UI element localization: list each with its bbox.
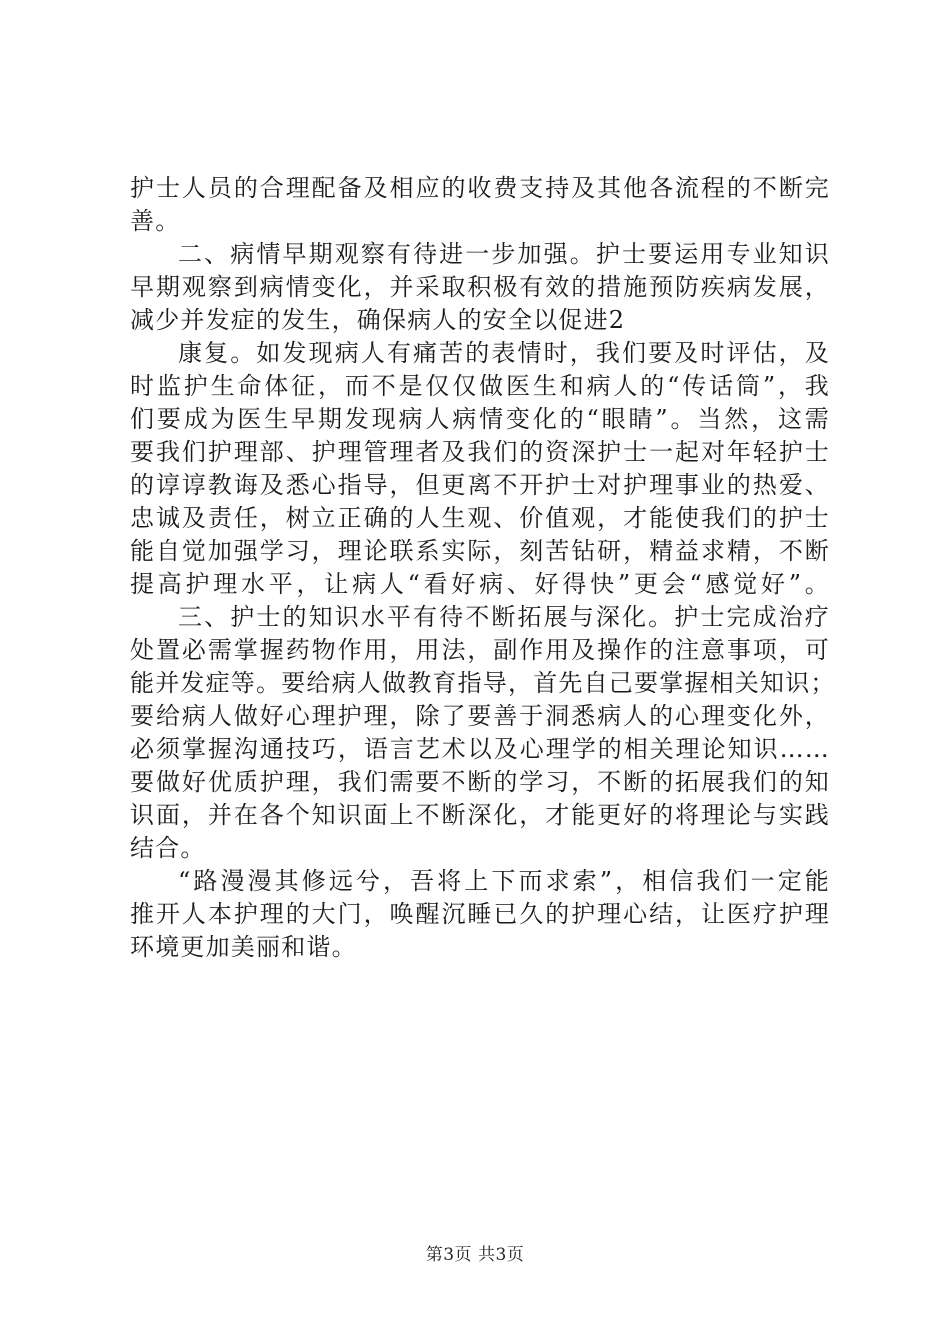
text-line: 处置必需掌握药物作用，用法，副作用及操作的注意事项，可	[130, 636, 830, 664]
text-line: 必须掌握沟通技巧，语言艺术以及心理学的相关理论知识……	[130, 735, 830, 763]
text-line: 三、护士的知识水平有待不断拓展与深化。护士完成治疗	[178, 603, 830, 631]
text-line: 提高护理水平，让病人“看好病、好得快”更会“感觉好”。	[130, 570, 830, 598]
text-line: 能并发症等。要给病人做教育指导，首先自己要掌握相关知识；	[130, 669, 836, 697]
text-line: 忠诚及责任，树立正确的人生观、价值观，才能使我们的护士	[130, 504, 830, 532]
document-body	[130, 172, 836, 964]
page-footer: 第3页 共3页	[425, 1245, 525, 1265]
text-line: 结合。	[130, 834, 206, 862]
text-line: 减少并发症的发生，确保病人的安全以促进2	[130, 306, 626, 334]
text-line: 康复。如发现病人有痛苦的表情时，我们要及时评估，及	[178, 339, 830, 367]
text-line: 识面，并在各个知识面上不断深化，才能更好的将理论与实践	[130, 801, 830, 829]
text-line: “路漫漫其修远兮，吾将上下而求索”，相信我们一定能	[178, 867, 830, 895]
text-line: 早期观察到病情变化，并采取积极有效的措施预防疾病发展，	[130, 273, 830, 301]
text-line: 二、病情早期观察有待进一步加强。护士要运用专业知识	[178, 240, 830, 268]
text-line: 的谆谆教诲及悉心指导，但更离不开护士对护理事业的热爱、	[130, 471, 830, 499]
text-line: 能自觉加强学习，理论联系实际，刻苦钻研，精益求精，不断	[130, 537, 830, 565]
text-line: 时监护生命体征，而不是仅仅做医生和病人的“传话筒”，我	[130, 372, 830, 400]
text-line: 推开人本护理的大门，唤醒沉睡已久的护理心结，让医疗护理	[130, 900, 830, 928]
text-line: 善。	[130, 207, 181, 235]
text-line: 们要成为医生早期发现病人病情变化的“眼睛”。当然，这需	[130, 405, 830, 433]
text-line: 要我们护理部、护理管理者及我们的资深护士一起对年轻护士	[130, 438, 830, 466]
text-line: 护士人员的合理配备及相应的收费支持及其他各流程的不断完	[130, 174, 830, 202]
text-line: 要给病人做好心理护理，除了要善于洞悉病人的心理变化外，	[130, 702, 830, 730]
text-line: 要做好优质护理，我们需要不断的学习，不断的拓展我们的知	[130, 768, 830, 796]
text-line: 环境更加美丽和谐。	[130, 933, 357, 961]
